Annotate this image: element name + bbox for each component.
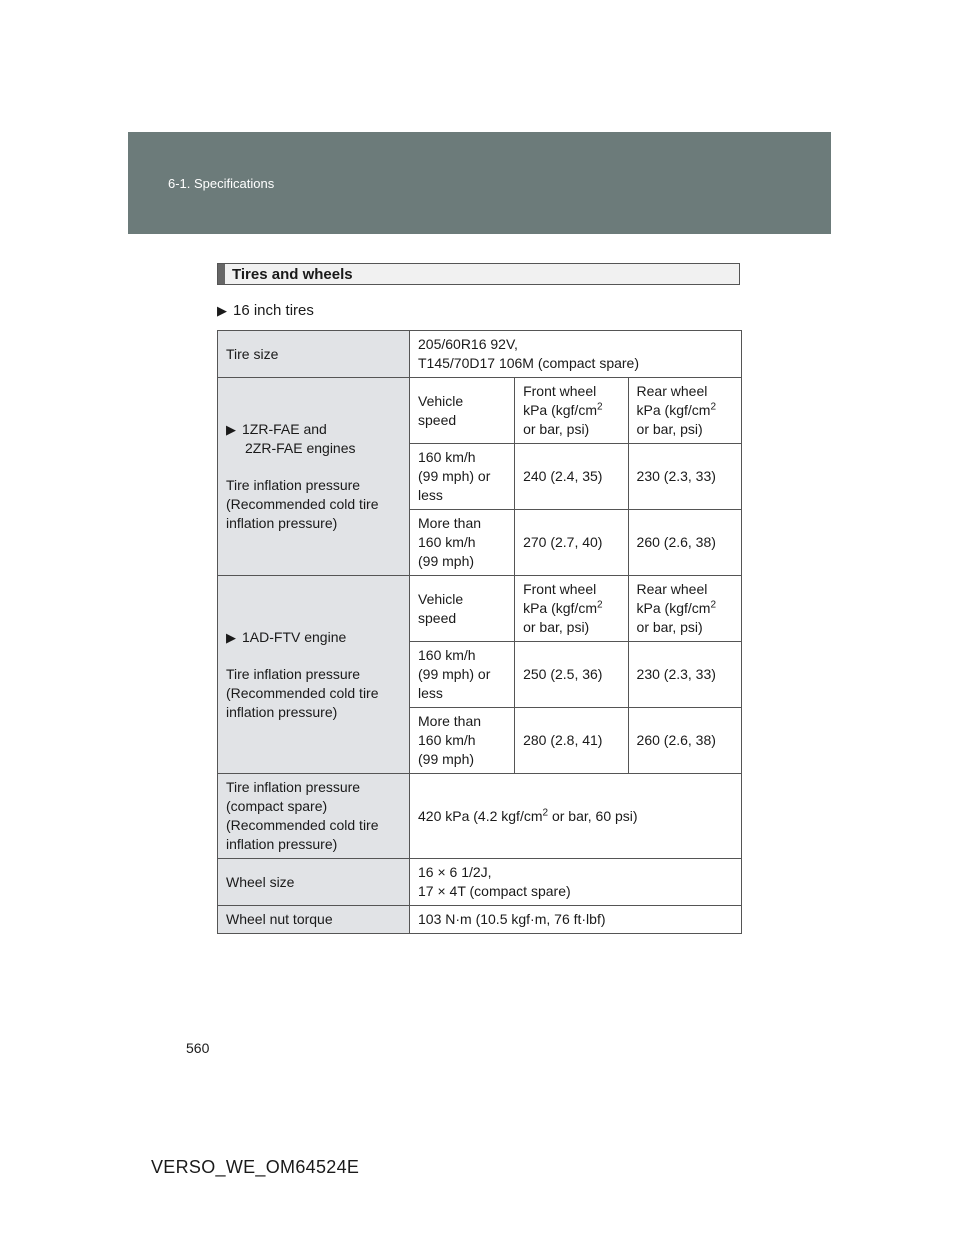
triangle-bullet-icon: ▶ bbox=[226, 629, 236, 645]
tire-size-label: Tire size bbox=[218, 331, 410, 378]
table-row bbox=[218, 331, 742, 378]
rear-pressure-cell: 230 (2.3, 33) bbox=[628, 444, 741, 510]
tire-size-line: T145/70D17 106M (compact spare) bbox=[418, 355, 639, 371]
tire-size-value bbox=[410, 331, 742, 378]
table-row bbox=[218, 576, 742, 642]
header-band bbox=[128, 132, 831, 234]
rear-pressure-cell: 230 (2.3, 33) bbox=[628, 642, 741, 708]
section-title: Tires and wheels bbox=[232, 265, 353, 283]
col-header-front: Front wheel kPa ($kgf/cm^2$ or bar, psi) bbox=[515, 576, 628, 642]
pressure-desc: Tire inflation pressure bbox=[226, 477, 361, 493]
rear-pressure-cell: 260 (2.6, 38) bbox=[628, 708, 741, 774]
col-header-front: Front wheel kPa ($kgf/cm^2$ or bar, psi) bbox=[515, 378, 628, 444]
group2-label bbox=[218, 576, 410, 774]
table-row bbox=[218, 378, 742, 444]
wheel-nut-value: 103 N·m (10.5 kgf·m, 76 ft·lbf) bbox=[410, 906, 742, 934]
front-pressure-cell: 270 (2.7, 40) bbox=[515, 510, 628, 576]
group1-label bbox=[218, 378, 410, 576]
triangle-bullet-icon: ▶ bbox=[217, 302, 227, 318]
table-row bbox=[218, 774, 742, 859]
pressure-desc: inflation pressure) bbox=[226, 515, 338, 531]
engine-name: 1ZR-FAE and bbox=[242, 421, 327, 437]
tire-size-line: 205/60R16 92V, bbox=[418, 336, 518, 352]
triangle-bullet-icon: ▶ bbox=[226, 422, 236, 437]
tire-spec-table bbox=[217, 330, 742, 934]
speed-cell: More than 160 km/h (99 mph) bbox=[410, 708, 515, 774]
speed-cell: 160 km/h (99 mph) or less bbox=[410, 642, 515, 708]
section-heading bbox=[217, 263, 740, 285]
compact-spare-label: Tire inflation pressure (compact spare) (Recommended cold tire inflation pressure) bbox=[218, 774, 410, 859]
front-pressure-cell: 280 (2.8, 41) bbox=[515, 708, 628, 774]
subsection-title: 16 inch tires bbox=[233, 302, 314, 319]
pressure-desc: (Recommended cold tire bbox=[226, 496, 379, 512]
header-section-title: 6-1. Specifications bbox=[168, 176, 275, 191]
engine-name: 2ZR-FAE engines bbox=[245, 440, 356, 456]
speed-cell: More than 160 km/h (99 mph) bbox=[410, 510, 515, 576]
speed-cell: 160 km/h (99 mph) or less bbox=[410, 444, 515, 510]
wheel-nut-label: Wheel nut torque bbox=[218, 906, 410, 934]
table-row bbox=[218, 859, 742, 906]
compact-spare-value: 420 kPa (4.2 kgf/$cm^2$ or bar, 60 psi) bbox=[410, 774, 742, 859]
front-pressure-cell: 240 (2.4, 35) bbox=[515, 444, 628, 510]
col-header-speed: Vehicle speed bbox=[410, 378, 515, 444]
wheel-size-value: 16 × 6 1/2J, 17 × 4T (compact spare) bbox=[410, 859, 742, 906]
rear-pressure-cell: 260 (2.6, 38) bbox=[628, 510, 741, 576]
pressure-desc: Tire inflation pressure bbox=[226, 665, 361, 682]
front-pressure-cell: 250 (2.5, 36) bbox=[515, 642, 628, 708]
col-header-speed: Vehicle speed bbox=[410, 576, 515, 642]
subsection-heading bbox=[217, 302, 314, 319]
heading-bar bbox=[218, 264, 225, 284]
pressure-desc: inflation pressure) bbox=[226, 703, 338, 720]
wheel-size-label: Wheel size bbox=[218, 859, 410, 906]
page-number: 560 bbox=[186, 1040, 210, 1056]
pressure-desc: (Recommended cold tire bbox=[226, 684, 379, 701]
document-code: VERSO_WE_OM64524E bbox=[151, 1157, 360, 1177]
table-row bbox=[218, 906, 742, 934]
col-header-rear: Rear wheel kPa ($kgf/cm^2$ or bar, psi) bbox=[628, 576, 741, 642]
engine-name: 1AD-FTV engine bbox=[242, 628, 347, 645]
col-header-rear: Rear wheel kPa ($kgf/cm^2$ or bar, psi) bbox=[628, 378, 741, 444]
